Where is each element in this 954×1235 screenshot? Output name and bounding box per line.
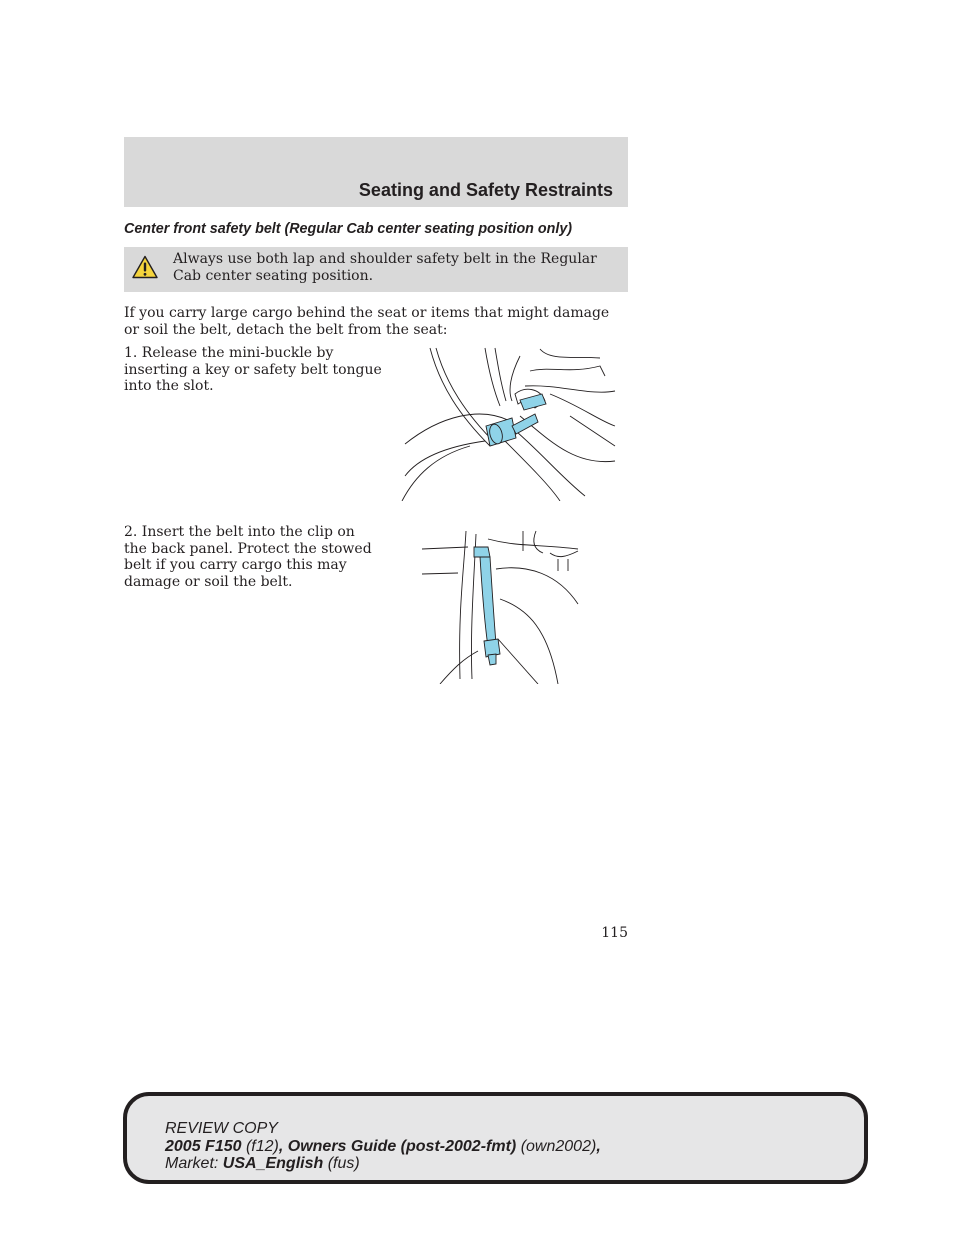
footer-guide-code: (own2002) <box>520 1137 597 1155</box>
review-copy-label: REVIEW COPY <box>165 1120 278 1137</box>
mini-buckle-illustration <box>400 346 617 501</box>
warning-box <box>124 247 628 292</box>
footer-market-line <box>165 1155 601 1173</box>
page-number: 115 <box>601 925 628 941</box>
footer-market-code: (fus) <box>327 1155 360 1172</box>
section-heading: Center front safety belt (Regular Cab center seating position only) <box>124 221 573 237</box>
footer-market: USA_English <box>222 1155 324 1172</box>
footer-model-code: (f12) <box>245 1137 279 1155</box>
footer-guide-sep: , <box>278 1137 288 1155</box>
intro-paragraph: If you carry large cargo behind the seat or items that might damage or soil the belt, detach the belt from the seat: <box>124 305 610 338</box>
page-title: Seating and Safety Restraints <box>358 180 613 200</box>
footer-trail-comma: , <box>596 1137 601 1155</box>
footer-guide: Owners Guide (post-2002-fmt) <box>287 1137 517 1155</box>
footer-text <box>165 1120 601 1173</box>
step-1-text: 1. Release the mini-buckle by inserting a key or safety belt tongue into the slot. <box>124 345 382 394</box>
footer-model-line <box>165 1138 601 1156</box>
warning-text: Always use both lap and shoulder safety belt in the Regular Cab center seating position. <box>173 251 597 284</box>
step-2-text: 2. Insert the belt into the clip on the back panel. Protect the stowed belt if you carry cargo this may damage or soil the belt. <box>124 524 372 590</box>
header-band <box>124 137 628 207</box>
belt-clip-illustration <box>418 529 583 684</box>
footer-market-label: Market: <box>165 1155 219 1172</box>
review-copy-footer <box>123 1092 868 1184</box>
warning-triangle-icon <box>132 255 158 279</box>
footer-model: 2005 F150 <box>165 1137 242 1155</box>
